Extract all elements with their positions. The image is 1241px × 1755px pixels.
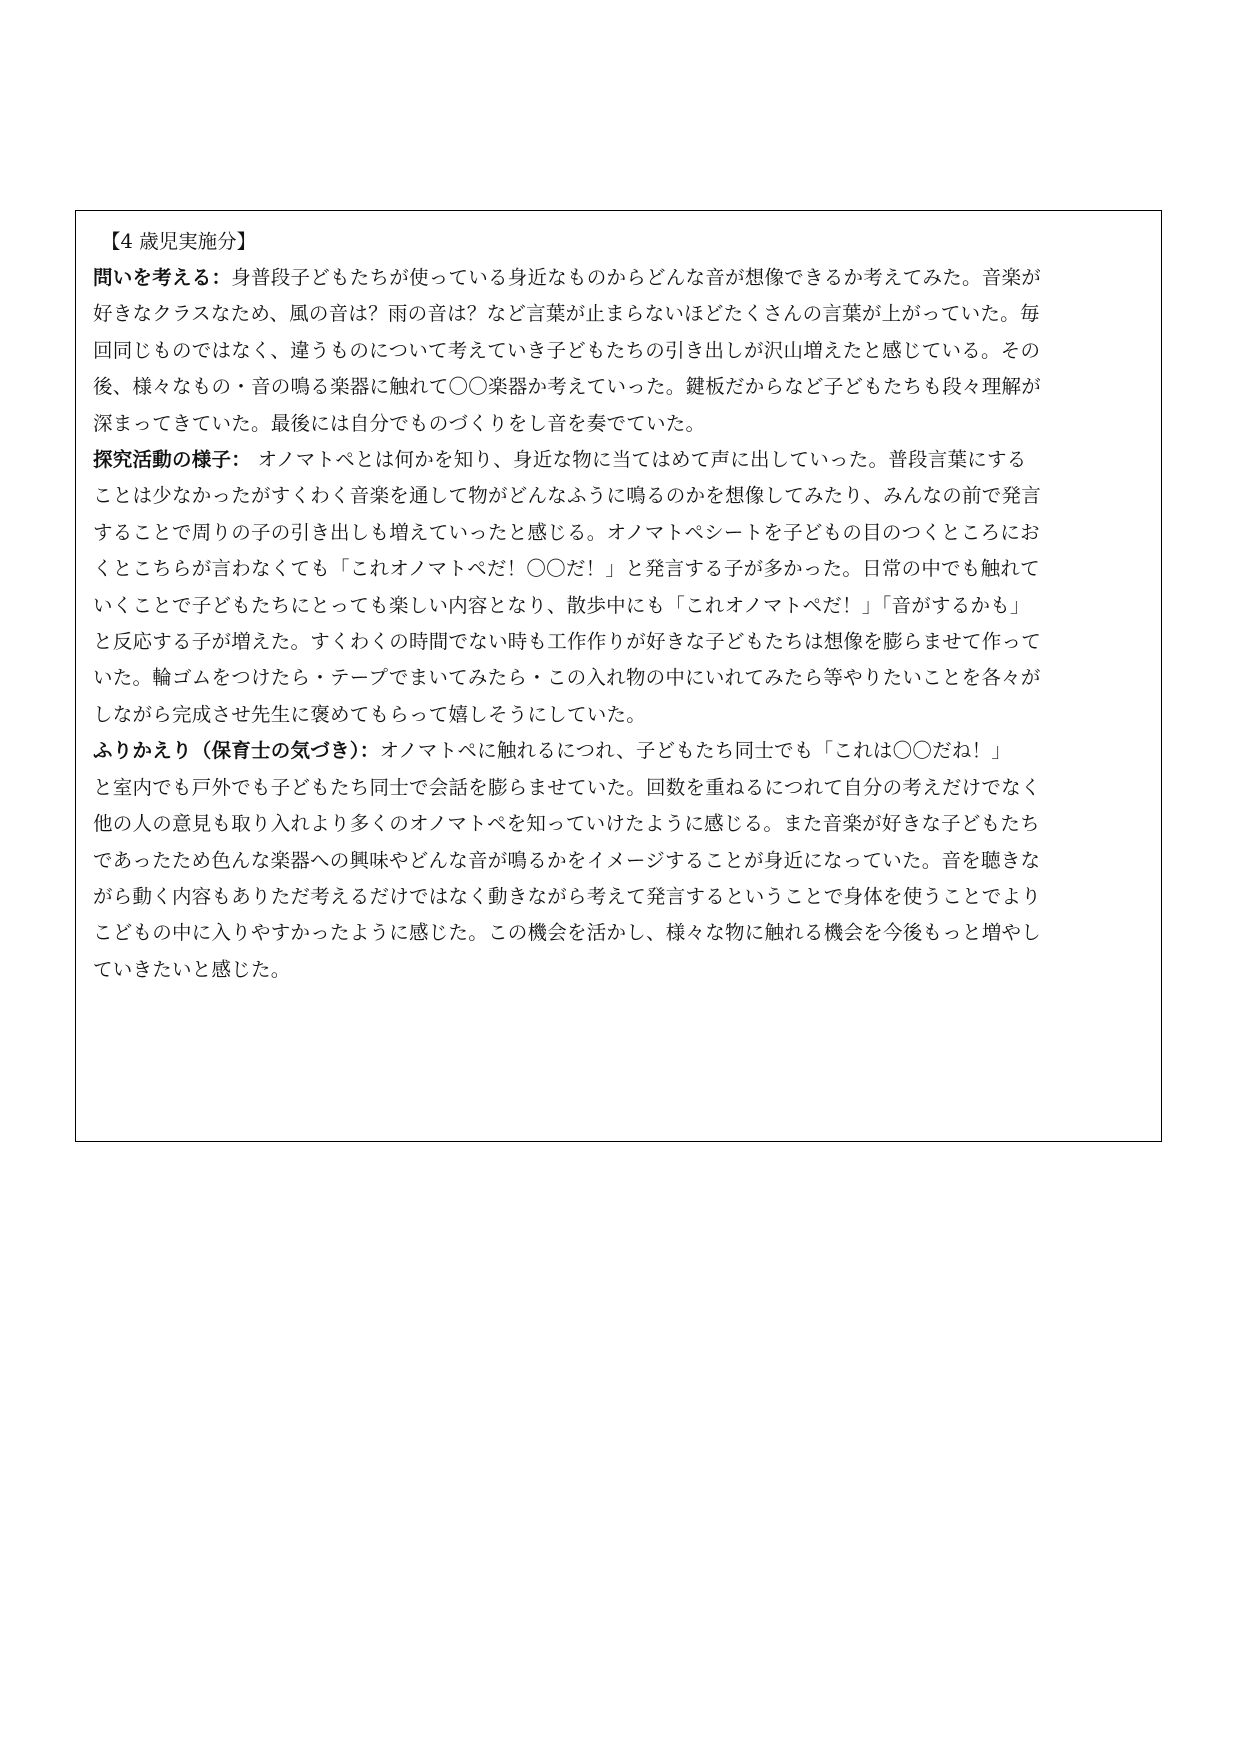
- report-box: [75, 210, 1162, 1142]
- text-line: することで周りの子の引き出しも増えていったと感じる。オノマトペシートを子どもの目のつくところにお: [93, 520, 1040, 544]
- text-line: ことは少なかったがすくわく音楽を通して物がどんなふうに鳴るのかを想像してみたり、みんなの前で発言: [93, 484, 1042, 508]
- text-line: と反応する子が増えた。すくわくの時間でない時も工作作りが好きな子どもたちは想像を膨らませて作って: [93, 630, 1042, 654]
- text-line: 深まってきていた。最後には自分でものづくりをし音を奏でていた。: [93, 411, 706, 435]
- text-line: いた。輪ゴムをつけたら・テープでまいてみたら・この入れ物の中にいれてみたら等やりたいことを各々が: [93, 666, 1041, 690]
- text-line: [93, 260, 1147, 296]
- box-heading: 【4 歳児実施分】: [101, 230, 257, 253]
- text-line: 後、様々なもの・音の鳴る楽器に触れて〇〇楽器か考えていった。鍵板だからなど子どもたちも段々理解が: [93, 375, 1042, 399]
- section-questions: [93, 260, 1147, 442]
- text-line: しながら完成させ先生に褒めてもらって嬉しそうにしていた。: [93, 702, 647, 726]
- section-inquiry: [93, 442, 1147, 733]
- text-line: 好きなクラスなため、風の音は？雨の音は？など言葉が止まらないほどたくさんの言葉が上がっていた。毎: [93, 302, 1040, 326]
- text-line: 回同じものではなく、違うものについて考えていき子どもたちの引き出しが沢山増えたと感じている。その: [93, 338, 1041, 362]
- text-line: 他の人の意見も取り入れより多くのオノマトペを知っていけたように感じる。また音楽が好きな子どもたち: [93, 812, 1040, 836]
- text-line: [93, 442, 1147, 478]
- section-label-questions: 問いを考える：: [93, 266, 232, 289]
- text-line: くとこちらが言わなくても「これオノマトペだ！〇〇だ！」と発言する子が多かった。日常の中でも触れて: [93, 557, 1040, 581]
- text-line: であったため色んな楽器への興味やどんな音が鳴るかをイメージすることが身近になっていた。音を聴きな: [93, 848, 1041, 872]
- text-line-content: 身普段子どもたちが使っている身近なものからどんな音が想像できるか考えてみた。音楽が: [231, 266, 1042, 289]
- section-label-reflection: ふりかえり（保育士の気づき）：: [93, 739, 380, 763]
- text-line-content: オノマトペに触れるにつれ、子どもたち同士でも「これは〇〇だね！」: [379, 739, 1012, 763]
- text-line: こどもの中に入りやすかったように感じた。この機会を活かし、様々な物に触れる機会を今後もっと増やし: [93, 921, 1042, 945]
- text-line-content: オノマトペとは何かを知り、身近な物に当てはめて声に出していった。普段言葉にする: [251, 448, 1027, 472]
- text-line: [93, 733, 1147, 769]
- text-line: と室内でも戸外でも子どもたち同士で会話を膨らませていた。回数を重ねるにつれて自分の考えだけでなく: [93, 775, 1041, 799]
- text-line: ていきたいと感じた。: [93, 957, 291, 981]
- text-line: いくことで子どもたちにとっても楽しい内容となり、散歩中にも「これオノマトペだ！」「音がするかも」: [93, 593, 1030, 617]
- text-line: がら動く内容もありただ考えるだけではなく動きながら考えて発言するということで身体を使うことでより: [93, 884, 1042, 908]
- section-label-inquiry: 探究活動の様子：: [93, 448, 252, 472]
- section-reflection: [93, 733, 1147, 988]
